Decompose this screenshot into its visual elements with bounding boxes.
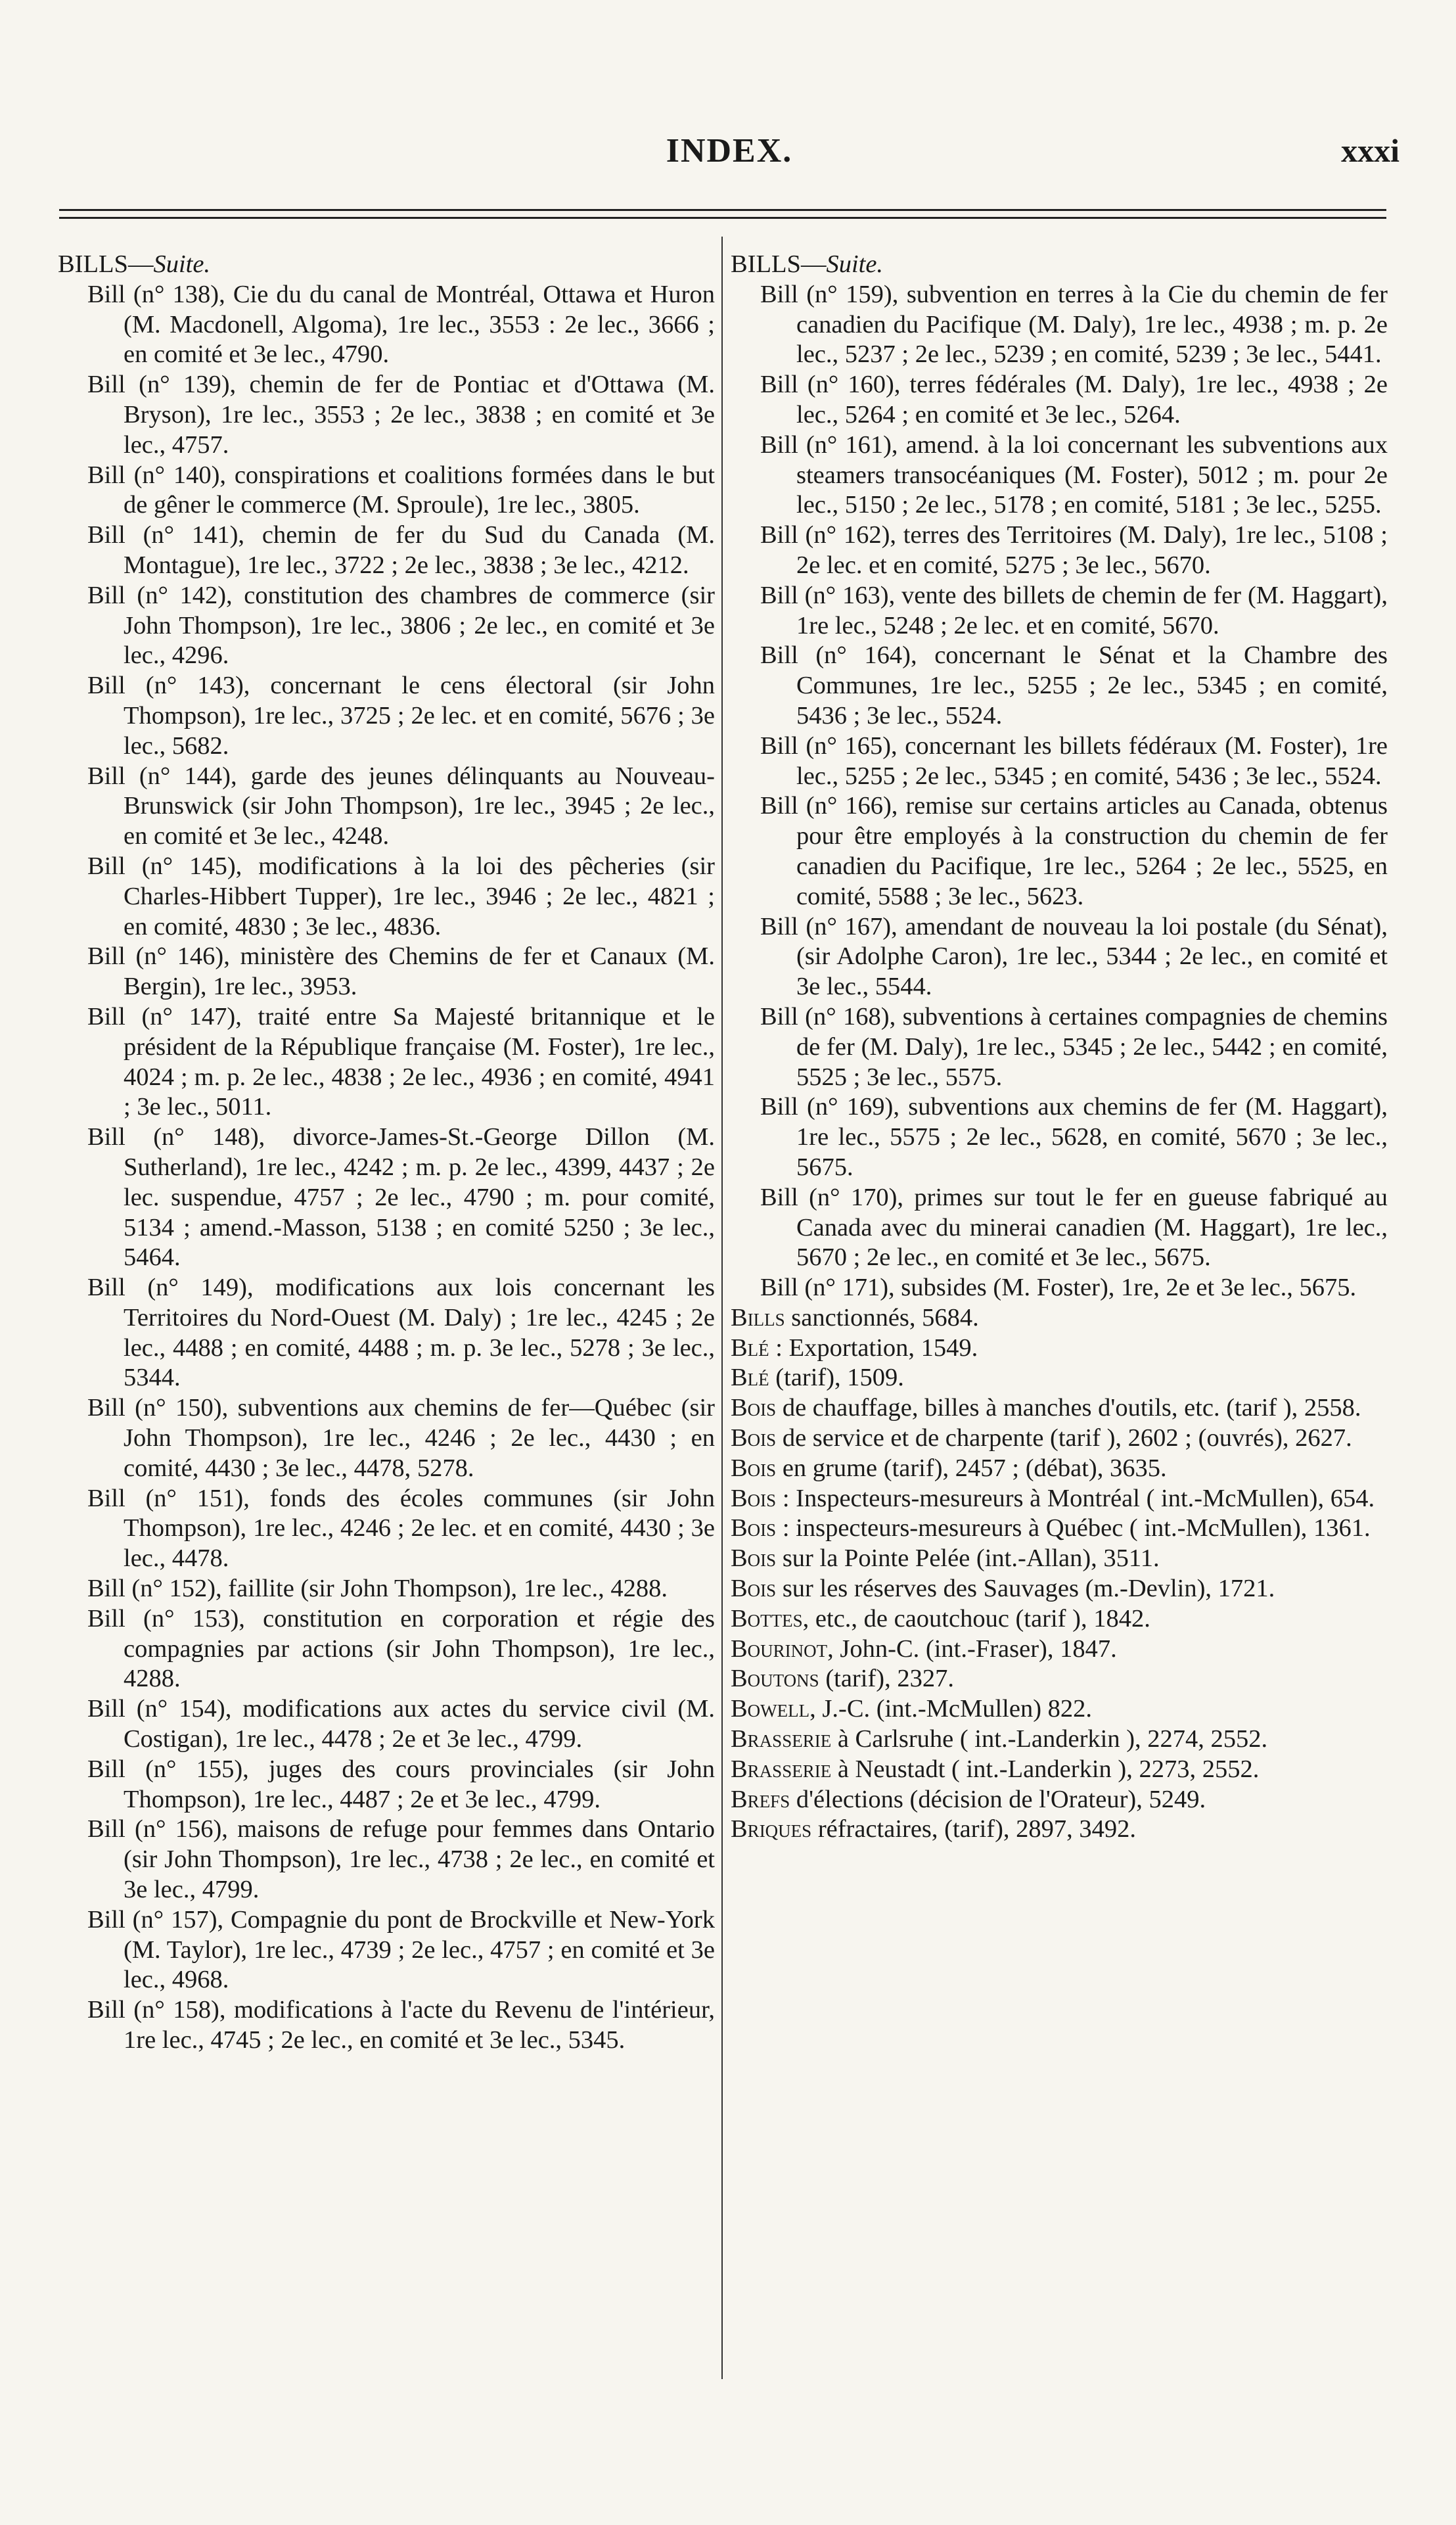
entry-lead: Bois — [731, 1484, 777, 1512]
entry-lead: Boutons — [731, 1665, 819, 1693]
entry-text: d'élections (décision de l'Orateur), 5249. — [790, 1785, 1206, 1813]
index-entry-top — [731, 1634, 1388, 1665]
index-entry: Bill (n° 151), fonds des écoles communes (sir John Thompson), 1re lec., 4246 ; 2e lec. et en comité, 4430 ; 3e lec., 4478. — [87, 1484, 715, 1573]
entry-lead: Bois — [731, 1544, 777, 1573]
entry-text: de chauffage, billes à manches d'outils, etc. (tarif ), 2558. — [776, 1394, 1361, 1422]
index-entry-top — [731, 1544, 1388, 1574]
index-entry: Bill (n° 160), terres fédérales (M. Daly), 1re lec., 4938 ; 2e lec., 5264 ; en comité et 3e lec., 5264. — [760, 371, 1388, 429]
entry-text: de service et de charpente (tarif ), 2602 ; (ouvrés), 2627. — [776, 1424, 1352, 1452]
index-entry-top — [731, 1303, 1388, 1333]
entry-text: (tarif), 2327. — [819, 1665, 954, 1693]
index-entry-top — [731, 1755, 1388, 1785]
header-rule — [1340, 209, 1386, 211]
index-entry: Bill (n° 147), traité entre Sa Majesté britannique et le président de la République française (M. Foster), 1re lec., 4024 ; m. p. 2e lec., 4838 ; 2e lec., 4936 ; en comité, 4941 ; 3e lec., 5011. — [87, 1002, 715, 1121]
index-column-left — [58, 250, 715, 2056]
index-entry: Bill (n° 170), primes sur tout le fer en gueuse fabriqué au Canada avec du minerai canadien (M. Haggart), 1re lec., 5670 ; 2e lec., en comité et 3e lec., 5675. — [760, 1183, 1388, 1272]
index-entry-top — [731, 1514, 1388, 1544]
entry-lead: Bills — [731, 1303, 785, 1332]
index-entry: Bill (n° 155), juges des cours provinciales (sir John Thompson), 1re lec., 4487 ; 2e et 3e lec., 4799. — [87, 1755, 715, 1813]
section-suffix: Suite. — [826, 250, 884, 278]
entry-lead: Brefs — [731, 1785, 790, 1813]
index-entry: Bill (n° 146), ministère des Chemins de fer et Canaux (M. Bergin), 1re lec., 3953. — [87, 942, 715, 1001]
page-header — [59, 131, 1399, 184]
section-heading — [731, 250, 1388, 280]
index-entry-top — [731, 1604, 1388, 1634]
index-entry-top — [731, 1574, 1388, 1604]
entry-lead: Bourinot — [731, 1634, 828, 1663]
entry-text: réfractaires, (tarif), 2897, 3492. — [811, 1815, 1137, 1843]
entry-lead: Briques — [731, 1815, 812, 1843]
index-entry-top — [731, 1424, 1388, 1454]
index-entry: Bill (n° 150), subventions aux chemins de fer—Québec (sir John Thompson), 1re lec., 4246 ; 2e lec., 4430 ; en comité, 4430 ; 3e lec., 4478, 5278. — [87, 1394, 715, 1482]
entry-text: sanctionnés, 5684. — [785, 1303, 979, 1332]
entry-text: : Inspecteurs-mesureurs à Montréal ( int.-McMullen), 654. — [776, 1484, 1375, 1512]
entry-lead: Bowell — [731, 1695, 810, 1723]
entry-text: : inspecteurs-mesureurs à Québec ( int.-McMullen), 1361. — [776, 1514, 1371, 1542]
entry-lead: Blé — [731, 1364, 769, 1392]
index-entry: Bill (n° 148), divorce-James-St.-George Dillon (M. Sutherland), 1re lec., 4242 ; m. p. 2e lec., 4399, 4437 ; 2e lec. suspendue, 4757 ; 2e lec., 4790 ; m. pour comité, 5134 ; amend.-Masson, 5138 ; en comité 5250 ; 3e lec., 5464. — [87, 1123, 715, 1272]
entry-lead: Brasserie — [731, 1755, 832, 1783]
index-entry: Bill (n° 156), maisons de refuge pour femmes dans Ontario (sir John Thompson), 1re lec., 4738 ; 2e lec., en comité et 3e lec., 4799. — [87, 1815, 715, 1904]
index-entry: Bill (n° 158), modifications à l'acte du Revenu de l'intérieur, 1re lec., 4745 ; 2e lec., en comité et 3e lec., 5345. — [87, 1996, 715, 2054]
index-entry: Bill (n° 141), chemin de fer du Sud du Canada (M. Montague), 1re lec., 3722 ; 2e lec., 3838 ; 3e lec., 4212. — [87, 521, 715, 579]
section-label: BILLS— — [58, 250, 154, 278]
index-entry: Bill (n° 167), amendant de nouveau la loi postale (du Sénat), (sir Adolphe Caron), 1re lec., 5344 ; 2e lec., en comité et 3e lec., 5544. — [760, 912, 1388, 1001]
index-entry-top — [731, 1694, 1388, 1725]
index-entry: Bill (n° 144), garde des jeunes délinquants au Nouveau-Brunswick (sir John Thompson), 1re lec., 3945 ; 2e lec., en comité et 3e lec., 4248. — [87, 762, 715, 850]
index-entry: Bill (n° 168), subventions à certaines compagnies de chemins de fer (M. Daly), 1re lec., 5345 ; 2e lec., 5442 ; en comité, 5525 ; 3e lec., 5575. — [760, 1002, 1388, 1091]
index-entry-top — [731, 1785, 1388, 1815]
entry-lead: Brasserie — [731, 1725, 832, 1753]
index-entry: Bill (n° 161), amend. à la loi concernant les subventions aux steamers transocéaniques (M. Foster), 5012 ; m. pour 2e lec., 5150 ; 2e lec., 5178 ; en comité, 5181 ; 3e lec., 5255. — [760, 430, 1388, 519]
page-number: xxxi — [1341, 132, 1399, 169]
entry-text: , etc., de caoutchouc (tarif ), 1842. — [802, 1604, 1150, 1633]
index-entry: Bill (n° 157), Compagnie du pont de Brockville et New-York (M. Taylor), 1re lec., 4739 ; 2e lec., 4757 ; en comité et 3e lec., 4968. — [87, 1905, 715, 1994]
index-entry: Bill (n° 152), faillite (sir John Thompson), 1re lec., 4288. — [87, 1575, 668, 1603]
entry-lead: Bois — [731, 1424, 777, 1452]
index-entry: Bill (n° 171), subsides (M. Foster), 1re, 2e et 3e lec., 5675. — [760, 1274, 1357, 1302]
index-entry: Bill (n° 149), modifications aux lois concernant les Territoires du Nord-Ouest (M. Daly) ; 1re lec., 4245 ; 2e lec., 4488 ; en comité, 4488 ; m. p. 3e lec., 5278 ; 3e lec., 5344. — [87, 1274, 715, 1392]
index-entry: Bill (n° 165), concernant les billets fédéraux (M. Foster), 1re lec., 5255 ; 2e lec., 5345 ; en comité, 5436 ; 3e lec., 5524. — [760, 731, 1388, 790]
index-entry: Bill (n° 138), Cie du du canal de Montréal, Ottawa et Huron (M. Macdonell, Algoma), 1re lec., 3553 : 2e lec., 3666 ; en comité et 3e lec., 4790. — [87, 280, 715, 369]
index-entry: Bill (n° 145), modifications à la loi des pêcheries (sir Charles-Hibbert Tupper), 1re lec., 3946 ; 2e lec., 4821 ; en comité, 4830 ; 3e lec., 4836. — [87, 852, 715, 940]
section-suffix: Suite. — [153, 250, 211, 278]
header-rule — [59, 217, 1373, 219]
index-entry: Bill (n° 162), terres des Territoires (M. Daly), 1re lec., 5108 ; 2e lec. et en comité, 5275 ; 3e lec., 5670. — [760, 521, 1388, 579]
index-entry-top — [731, 1664, 1388, 1694]
entry-lead: Bois — [731, 1575, 777, 1603]
index-entry: Bill (n° 143), concernant le cens électoral (sir John Thompson), 1re lec., 3725 ; 2e lec. et en comité, 5676 ; 3e lec., 5682. — [87, 672, 715, 760]
entry-lead: Bottes — [731, 1604, 803, 1633]
index-entry: Bill (n° 166), remise sur certains articles au Canada, obtenus pour être employés à la construction du chemin de fer canadien du Pacifique, 1re lec., 5264 ; 2e lec., 5525, en comité, 5588 ; 3e lec., 5623. — [760, 792, 1388, 910]
index-entry-top — [731, 1393, 1388, 1424]
section-heading — [58, 250, 715, 280]
entry-lead: Blé — [731, 1333, 769, 1362]
index-entry-top — [731, 1454, 1388, 1484]
index-entry: Bill (n° 159), subvention en terres à la Cie du chemin de fer canadien du Pacifique (M. Daly), 1re lec., 4938 ; m. p. 2e lec., 5237 ; 2e lec., 5239 ; en comité, 5239 ; 3e lec., 5441. — [760, 280, 1388, 369]
index-entry-top — [731, 1333, 1388, 1364]
entry-text: à Neustadt ( int.-Landerkin ), 2273, 2552. — [831, 1755, 1260, 1783]
index-entry: Bill (n° 142), constitution des chambres de commerce (sir John Thompson), 1re lec., 3806 ; 2e lec., en comité et 3e lec., 4296. — [87, 581, 715, 670]
column-divider — [721, 237, 723, 2379]
index-entry-top — [731, 1363, 1388, 1393]
entry-text: sur la Pointe Pelée (int.-Allan), 3511. — [776, 1544, 1160, 1573]
index-entry-top — [731, 1725, 1388, 1755]
index-entry: Bill (n° 163), vente des billets de chemin de fer (M. Haggart), 1re lec., 5248 ; 2e lec. et en comité, 5670. — [760, 581, 1388, 639]
section-label: BILLS— — [731, 250, 827, 278]
index-entry: Bill (n° 164), concernant le Sénat et la Chambre des Communes, 1re lec., 5255 ; 2e lec., 5345 ; en comité, 5436 ; 3e lec., 5524. — [760, 641, 1388, 730]
index-entry: Bill (n° 140), conspirations et coalitions formées dans le but de gêner le commerce (M. Sproule), 1re lec., 3805. — [87, 461, 715, 519]
entry-text: à Carlsruhe ( int.-Landerkin ), 2274, 2552. — [831, 1725, 1268, 1753]
entry-text: , John-C. (int.-Fraser), 1847. — [827, 1634, 1117, 1663]
entry-text: : Exportation, 1549. — [769, 1333, 978, 1362]
entry-text: sur les réserves des Sauvages (m.-Devlin), 1721. — [776, 1575, 1275, 1603]
index-entry: Bill (n° 139), chemin de fer de Pontiac et d'Ottawa (M. Bryson), 1re lec., 3553 ; 2e lec., 3838 ; en comité et 3e lec., 4757. — [87, 371, 715, 459]
header-rule — [1340, 217, 1386, 219]
entry-lead: Bois — [731, 1394, 777, 1422]
index-entry: Bill (n° 154), modifications aux actes du service civil (M. Costigan), 1re lec., 4478 ; 2e et 3e lec., 4799. — [87, 1695, 715, 1753]
index-entry: Bill (n° 169), subventions aux chemins de fer (M. Haggart), 1re lec., 5575 ; 2e lec., 5628, en comité, 5670 ; 3e lec., 5675. — [760, 1093, 1388, 1181]
index-entry-top — [731, 1484, 1388, 1514]
entry-text: (tarif), 1509. — [769, 1364, 904, 1392]
index-column-right — [731, 250, 1388, 1845]
header-rule — [59, 209, 1373, 211]
entry-lead: Bois — [731, 1454, 777, 1482]
index-entry: Bill (n° 153), constitution en corporation et régie des compagnies par actions (sir John Thompson), 1re lec., 4288. — [87, 1604, 715, 1693]
entry-text: en grume (tarif), 2457 ; (débat), 3635. — [776, 1454, 1167, 1482]
index-entry-top — [731, 1815, 1388, 1845]
entry-text: , J.-C. (int.-McMullen) 822. — [809, 1695, 1093, 1723]
entry-lead: Bois — [731, 1514, 777, 1542]
page-title: INDEX. — [666, 132, 793, 170]
